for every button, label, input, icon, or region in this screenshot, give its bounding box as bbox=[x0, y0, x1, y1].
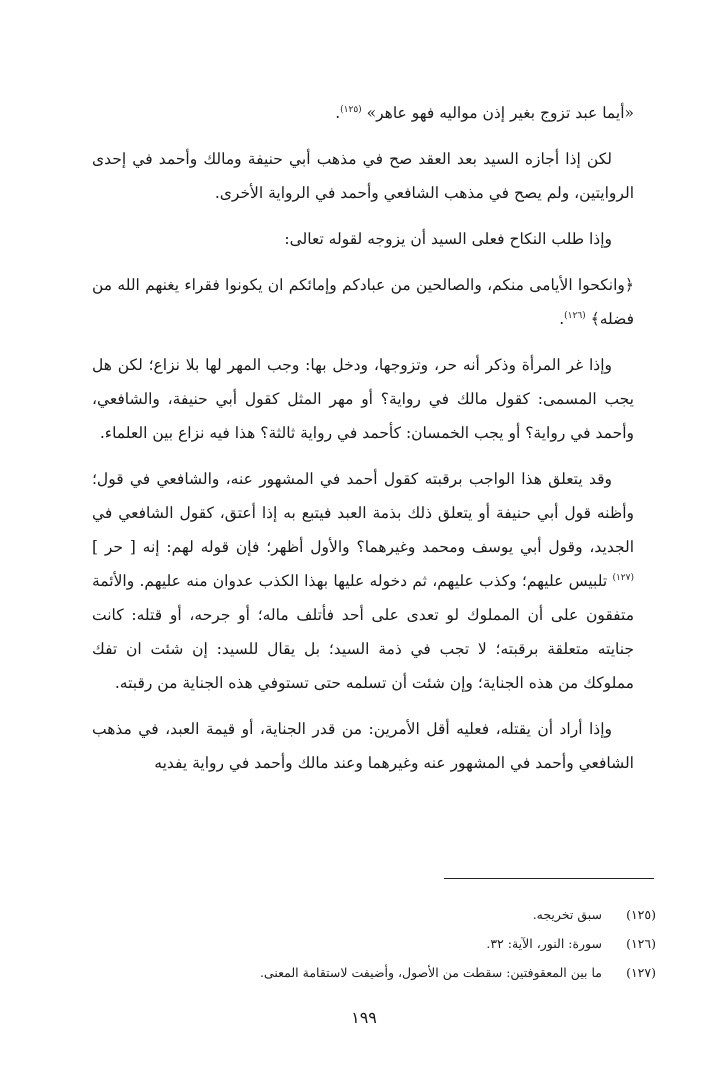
footnote-text: ما بين المعقوفتين: سقطت من الأصول، وأضيفت لاستقامة المعنى. bbox=[259, 965, 602, 980]
paragraph-text: ﴿وانكحوا الأيامى منكم، والصالحين من عبادكم وإمائكم ان يكونوا فقراء يغنهم الله من فضله﴾ bbox=[92, 276, 634, 328]
paragraph-text: وإذا غر المرأة وذكر أنه حر، وتزوجها، ودخل بها: وجب المهر لها بلا نزاع؛ لكن هل يجب المسمى: كقول مالك في رواية؟ أو مهر المثل كقول أبي حنيفة، والشافعي، وأحمد في رواية؟ أو يجب الخمسان: كأحمد في رواية ثالثة؟ هذا فيه نزاع بين العلماء. bbox=[92, 356, 634, 442]
paragraph bbox=[92, 348, 634, 450]
page-number: ١٩٩ bbox=[351, 1008, 377, 1027]
paragraph-text: «أيما عبد تزوج بغير إذن مواليه فهو عاهر» bbox=[366, 104, 634, 122]
paragraph bbox=[92, 222, 634, 256]
footnote-item bbox=[120, 958, 656, 987]
footnote-text: سورة: النور، الآية: ٣٢. bbox=[486, 936, 602, 951]
paragraph bbox=[92, 142, 634, 210]
footnote-number: (١٢٦) bbox=[626, 936, 656, 951]
paragraph-text: لكن إذا أجازه السيد بعد العقد صح في مذهب أبي حنيفة ومالك وأحمد في إحدى الروايتين، ولم يصح في مذهب الشافعي وأحمد في الرواية الأخرى. bbox=[92, 150, 634, 202]
paragraph bbox=[92, 462, 634, 700]
footnote-item bbox=[120, 900, 656, 929]
hadith-quote-paragraph bbox=[92, 96, 634, 130]
paragraph-text: وإذا طلب النكاح فعلى السيد أن يزوجه لقوله تعالى: bbox=[284, 230, 612, 248]
footnotes bbox=[120, 900, 656, 987]
paragraph-text: تلبيس عليهم؛ وكذب عليهم، ثم دخوله عليها بهذا الكذب عدوان منه عليهم. والأئمة متفقون على أن المملوك لو تعدى على أحد فأتلف ماله؛ أو جرحه، أو قتله: كانت جنايته متعلقة برقبته؛ لا تجب في ذمة السيد؛ بل يقال للسيد: إن شئت ان تفك مملوكك من هذه الجناية؛ وإن شئت أن تسلمه حتى تستوفي هذه الجناية من رقبته. bbox=[92, 572, 634, 692]
paragraph-text: وإذا أراد أن يقتله، فعليه أقل الأمرين: من قدر الجناية، أو قيمة العبد، في مذهب الشافعي وأحمد في المشهور عنه وغيرهما وعند مالك وأحمد في رواية يفديه bbox=[92, 720, 634, 772]
paragraph-text: وقد يتعلق هذا الواجب برقبته كقول أحمد في المشهور عنه، والشافعي في قول؛ وأظنه قول أبي حنيفة أو يتعلق ذلك بذمة العبد فيتبع به إذا أعتق، كقول الشافعي في الجديد، وقول أبي يوسف ومحمد وغيرهما؟ والأول أظهر؛ فإن قوله لهم: إنه [ حر ] bbox=[92, 470, 634, 556]
body-text bbox=[92, 96, 634, 792]
footnote-divider bbox=[444, 878, 654, 879]
footnote-number: (١٢٥) bbox=[626, 907, 656, 922]
footnote-ref: (١٢٥) bbox=[340, 104, 362, 115]
footnote-number: (١٢٧) bbox=[626, 965, 656, 980]
footnote-ref: (١٢٧) bbox=[612, 572, 634, 583]
paragraph bbox=[92, 712, 634, 780]
paragraph-tail: . bbox=[335, 104, 341, 122]
quran-verse-paragraph bbox=[92, 268, 634, 336]
footnote-ref: (١٢٦) bbox=[564, 310, 586, 321]
footnote-text: سبق تخريجه. bbox=[532, 907, 602, 922]
paragraph-tail: . bbox=[559, 310, 565, 328]
footnote-item bbox=[120, 929, 656, 958]
